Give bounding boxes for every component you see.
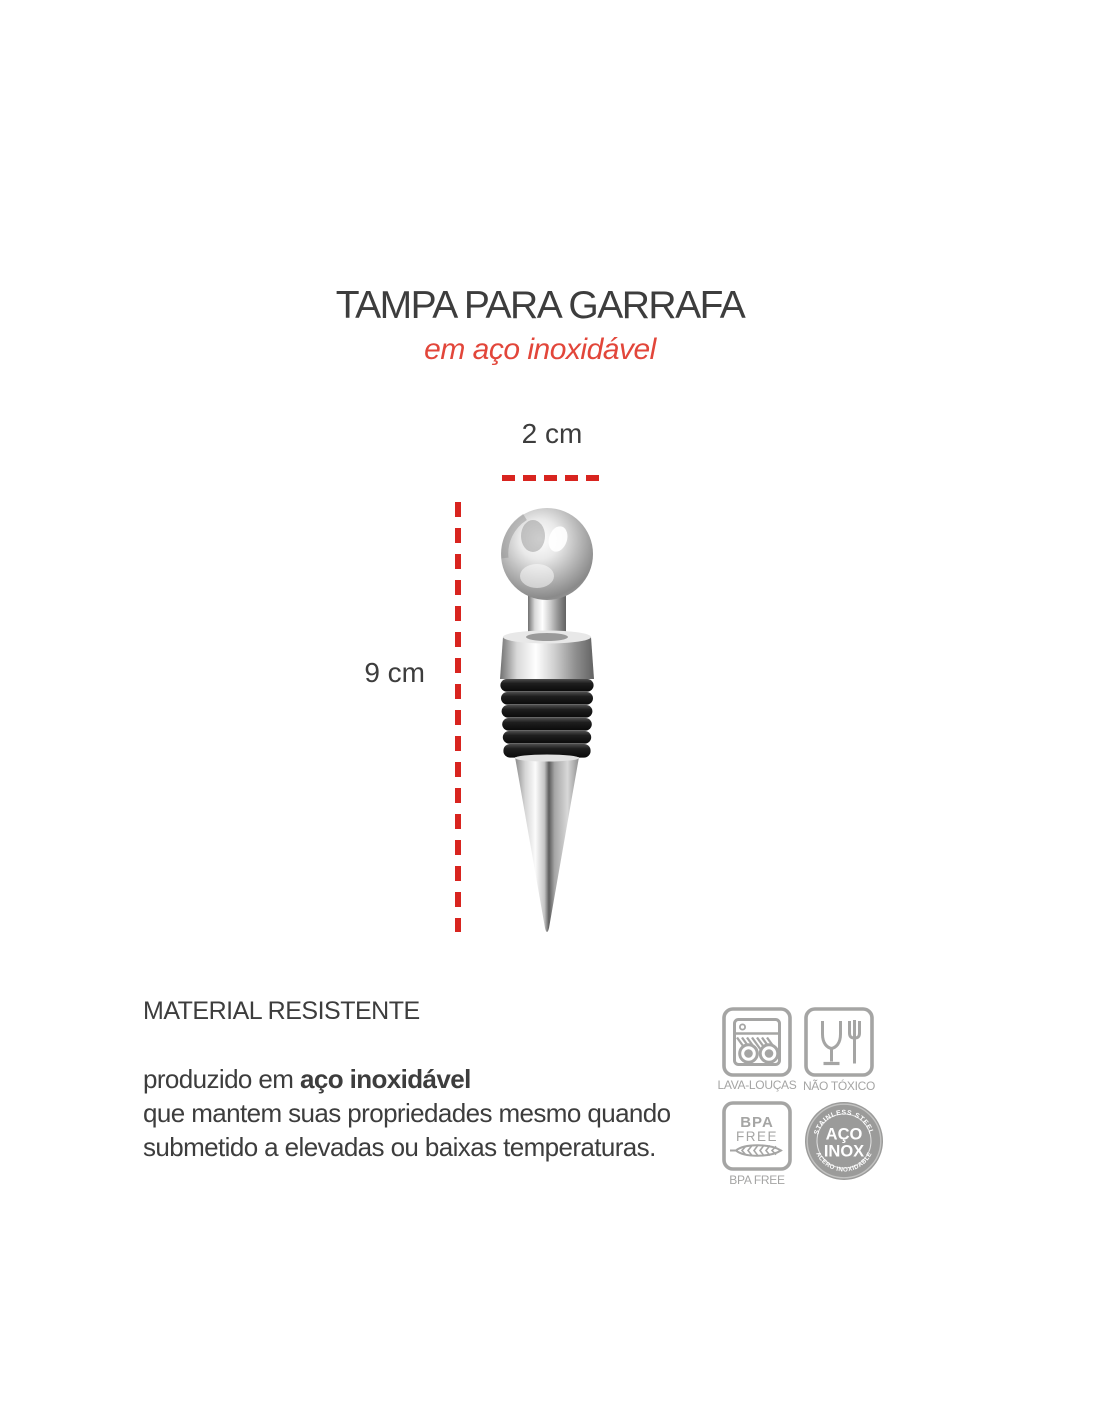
leaf-icon xyxy=(730,1145,781,1156)
page-subtitle: em aço inoxidável xyxy=(424,333,656,366)
features-heading: MATERIAL RESISTENTE xyxy=(143,997,420,1025)
seal-arc-top-text: STAINLESS STEEL xyxy=(813,1109,875,1136)
seal-arc-bottom-text: ACERO INOXIDABLE xyxy=(814,1150,874,1174)
features-line3: submetido a elevadas ou baixas temperaturas. xyxy=(143,1132,656,1162)
non-toxic-label: NÃO TÓXICO xyxy=(802,1079,876,1093)
features-line1: produzido em xyxy=(143,1064,300,1094)
stainless-steel-seal-icon xyxy=(804,1101,884,1181)
stopper-cone xyxy=(515,755,579,933)
width-dimension-label: 2 cm xyxy=(521,418,583,449)
height-dimension-label: 9 cm xyxy=(364,657,425,688)
stopper-ball xyxy=(501,508,593,600)
bpa-free-label: BPA FREE xyxy=(729,1173,785,1187)
stopper-seal-rings xyxy=(500,679,593,758)
features-section xyxy=(143,997,703,1164)
bpa-box-text-bottom: FREE xyxy=(735,1129,779,1144)
dishwasher-icon xyxy=(722,1007,792,1077)
features-text xyxy=(143,1062,703,1164)
page-title: TAMPA PARA GARRAFA xyxy=(335,284,745,327)
seal-center-text-bottom: INOX xyxy=(823,1142,865,1161)
glass-and-fork-icon xyxy=(804,1007,874,1077)
features-line1-bold: aço inoxidável xyxy=(299,1064,471,1094)
bpa-free-icon xyxy=(722,1101,792,1171)
features-line2: que mantem suas propriedades mesmo quando xyxy=(143,1098,671,1128)
bottle-stopper-image xyxy=(437,490,657,950)
stopper-collar xyxy=(500,631,594,680)
seal-center-text-top: AÇO xyxy=(825,1125,863,1144)
bpa-box-text-top: BPA xyxy=(740,1114,774,1131)
dishwasher-label: LAVA-LOUÇAS xyxy=(717,1078,797,1092)
width-dimension-line xyxy=(502,475,604,481)
